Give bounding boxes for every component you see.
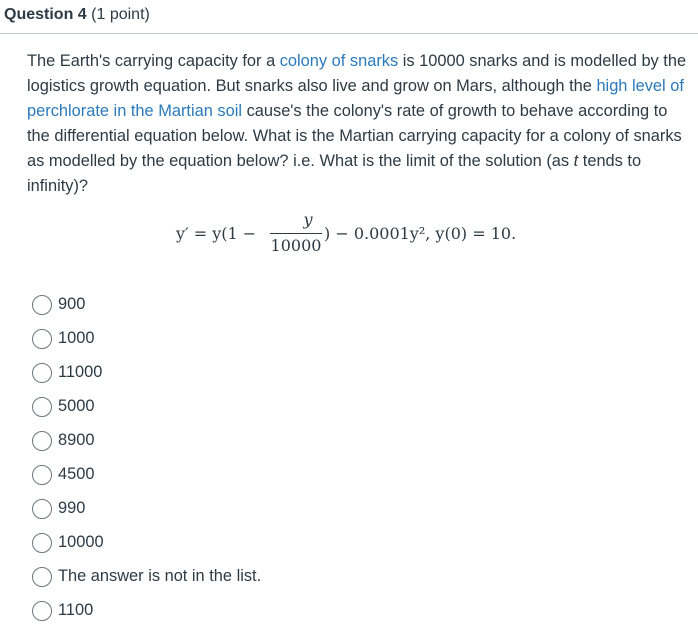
answer-option[interactable] (32, 430, 452, 454)
option-label[interactable]: 1100 (58, 601, 94, 619)
radio-button[interactable] (32, 499, 52, 519)
option-label[interactable]: 8900 (58, 431, 95, 449)
answer-option[interactable] (32, 362, 452, 386)
option-label[interactable]: The answer is not in the list. (58, 567, 262, 585)
question-title (4, 6, 150, 24)
option-label[interactable]: 1000 (58, 329, 95, 347)
fraction-denominator: 10000 (270, 236, 322, 255)
equation-lhs: y′ = y(1 − (176, 224, 257, 243)
answer-option[interactable] (32, 600, 452, 624)
text-part-2: is 10000 snarks and is modelled by the logistics growth equation. But snarks also live and grow on Mars, although the (27, 52, 687, 95)
fraction-numerator: y (303, 210, 313, 229)
fraction-bar (270, 233, 322, 234)
question-points: (1 point) (91, 6, 150, 23)
radio-button[interactable] (32, 431, 52, 451)
answer-option[interactable] (32, 464, 452, 488)
answer-option[interactable] (32, 498, 452, 522)
radio-button[interactable] (32, 567, 52, 587)
option-label[interactable]: 5000 (58, 397, 95, 415)
radio-button[interactable] (32, 295, 52, 315)
differential-equation (176, 210, 596, 262)
question-paragraph (27, 49, 687, 199)
radio-button[interactable] (32, 329, 52, 349)
text-part-3: cause's the colony's rate of growth to behave according to the differential equation below. What is the Martian carrying capacity for a colony of snarks as modelled by the equation below? i.e. What is the limit of the solution (as (27, 102, 682, 170)
answer-option[interactable] (32, 294, 452, 318)
equation-rhs: ) − 0.0001y², y(0) = 10. (324, 224, 517, 243)
option-label[interactable]: 4500 (58, 465, 95, 483)
option-label[interactable]: 990 (58, 499, 86, 517)
option-label[interactable]: 900 (58, 295, 86, 313)
question-header (0, 0, 698, 34)
radio-button[interactable] (32, 465, 52, 485)
variable-t: t (573, 152, 579, 170)
answer-option[interactable] (32, 532, 452, 556)
radio-button[interactable] (32, 533, 52, 553)
question-number: Question 4 (4, 6, 87, 23)
text-part-1: The Earth's carrying capacity for a (27, 52, 280, 70)
question-text (27, 49, 687, 199)
text-part-4: tends to infinity)? (27, 152, 642, 195)
perchlorate-link[interactable]: high level of perchlorate in the Martian soil (27, 77, 684, 120)
option-label[interactable]: 11000 (58, 363, 103, 381)
answer-option[interactable] (32, 396, 452, 420)
radio-button[interactable] (32, 363, 52, 383)
option-label[interactable]: 10000 (58, 533, 104, 551)
colony-of-snarks-link[interactable]: colony of snarks (279, 52, 399, 70)
radio-button[interactable] (32, 601, 52, 621)
answer-option[interactable] (32, 566, 452, 590)
answer-option[interactable] (32, 328, 452, 352)
radio-button[interactable] (32, 397, 52, 417)
